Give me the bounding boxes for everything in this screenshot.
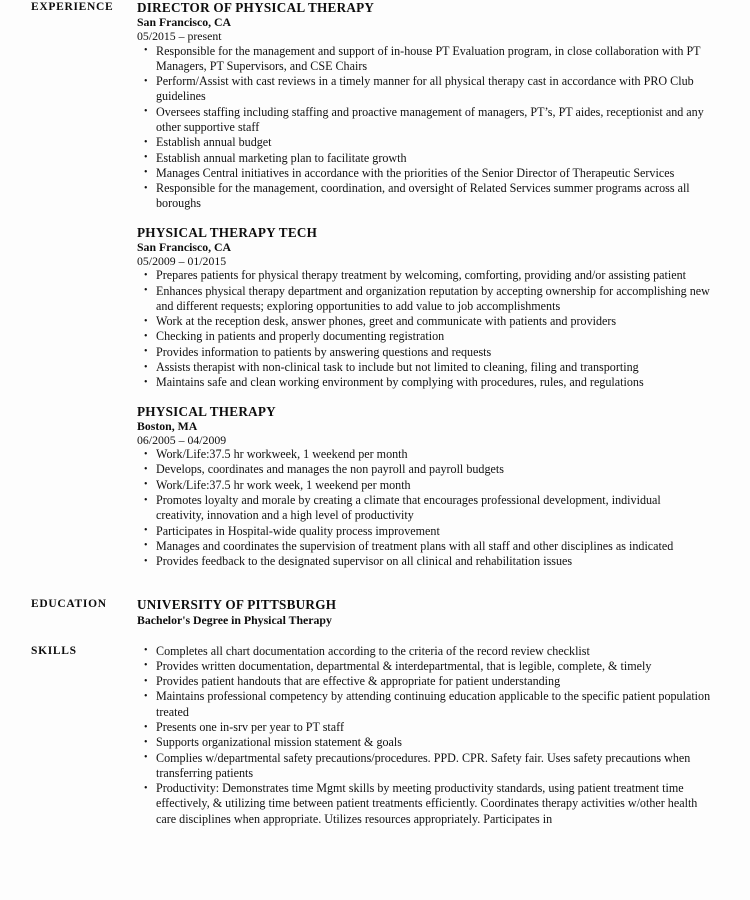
section-spacer-skills bbox=[0, 628, 750, 644]
job-responsibilities-list bbox=[137, 447, 711, 569]
list-item: • Develops, coordinates and manages the non payroll and payroll budgets bbox=[137, 462, 711, 477]
list-item: • Complies w/departmental safety precautions/procedures. PPD. CPR. Safety fair. Uses safety precautions when transferring patients bbox=[137, 751, 711, 782]
list-item: • Work at the reception desk, answer phones, greet and communicate with patients and providers bbox=[137, 314, 711, 329]
list-item: • Enhances physical therapy department and organization reputation by accepting ownership for accomplishing new and different requests; exploring opportunities to add value to job accomplishments bbox=[137, 284, 711, 315]
section-label-skills: SKILLS bbox=[31, 644, 77, 657]
job-dates: 05/2015 – present bbox=[137, 29, 222, 43]
job-location: San Francisco, CA bbox=[137, 15, 232, 29]
list-item: • Establish annual budget bbox=[137, 135, 711, 150]
list-item: • Provides feedback to the designated supervisor on all clinical and rehabilitation issues bbox=[137, 554, 711, 569]
job-responsibilities-list bbox=[137, 44, 711, 212]
job-title: PHYSICAL THERAPY bbox=[137, 403, 276, 419]
job-dates: 06/2005 – 04/2009 bbox=[137, 432, 227, 447]
section-label-education: EDUCATION bbox=[31, 597, 107, 610]
list-item: • Work/Life:37.5 hr workweek, 1 weekend per month bbox=[137, 447, 711, 462]
job-location: San Francisco, CA bbox=[137, 239, 232, 254]
list-item: • Assists therapist with non-clinical task to include but not limited to cleaning, filing and transporting bbox=[137, 360, 711, 375]
list-item: • Promotes loyalty and morale by creating a climate that encourages professional development, individual creativity, innovation and a high level of productivity bbox=[137, 493, 711, 524]
section-label-experience: EXPERIENCE bbox=[31, 1, 114, 13]
list-item: • Perform/Assist with cast reviews in a timely manner for all physical therapy cast in accordance with PRO Club guidelines bbox=[137, 74, 711, 105]
section-body-education bbox=[137, 597, 750, 628]
list-item: • Supports organizational mission statement & goals bbox=[137, 735, 711, 750]
job-entry bbox=[137, 0, 711, 212]
list-item: • Productivity: Demonstrates time Mgmt skills by meeting productivity standards, using patient treatment time effectively, & utilizing time between patient treatments efficiently. Coordinates therapy activities w/other health care disciplines when appropriate. Utilizes resources appropriately. Participates in bbox=[137, 781, 711, 827]
list-item: • Manages Central initiatives in accordance with the priorities of the Senior Director of Therapeutic Services bbox=[137, 166, 711, 181]
list-item: • Prepares patients for physical therapy treatment by welcoming, comforting, providing and/or assisting patient bbox=[137, 268, 711, 283]
list-item: • Oversees staffing including staffing and proactive management of managers, PT’s, PT aides, receptionist and any other supportive staff bbox=[137, 105, 711, 136]
education-degree: Bachelor's Degree in Physical Therapy bbox=[137, 612, 332, 627]
list-item: • Completes all chart documentation according to the criteria of the record review checklist bbox=[137, 644, 711, 659]
entry-spacer bbox=[137, 212, 711, 225]
job-title: DIRECTOR OF PHYSICAL THERAPY bbox=[137, 0, 375, 15]
section-body-experience bbox=[137, 0, 750, 570]
list-item: • Responsible for the management, coordination, and oversight of Related Services summer programs across all boroughs bbox=[137, 181, 711, 212]
job-location: Boston, MA bbox=[137, 418, 198, 433]
section-skills bbox=[0, 644, 750, 828]
section-spacer-education bbox=[0, 570, 750, 597]
education-school-name: UNIVERSITY OF PITTSBURGH bbox=[137, 596, 337, 612]
list-item: • Provides patient handouts that are effective & appropriate for patient understanding bbox=[137, 674, 711, 689]
section-label-column-skills bbox=[0, 644, 137, 658]
list-item: • Establish annual marketing plan to facilitate growth bbox=[137, 151, 711, 166]
job-title: PHYSICAL THERAPY TECH bbox=[137, 224, 318, 240]
list-item: • Maintains safe and clean working environment by complying with procedures, rules, and regulations bbox=[137, 375, 711, 390]
list-item: • Maintains professional competency by attending continuing education applicable to the specific patient population treated bbox=[137, 689, 711, 720]
entry-spacer bbox=[137, 391, 711, 404]
list-item: • Presents one in-srv per year to PT staff bbox=[137, 720, 711, 735]
list-item: • Provides information to patients by answering questions and requests bbox=[137, 345, 711, 360]
section-label-column-experience bbox=[0, 0, 137, 14]
list-item: • Checking in patients and properly documenting registration bbox=[137, 329, 711, 344]
section-body-skills bbox=[137, 644, 750, 828]
list-item: • Provides written documentation, departmental & interdepartmental, that is legible, complete, & timely bbox=[137, 659, 711, 674]
job-responsibilities-list bbox=[137, 268, 711, 390]
job-dates: 05/2009 – 01/2015 bbox=[137, 253, 227, 268]
job-entry bbox=[137, 225, 711, 391]
section-education bbox=[0, 597, 750, 628]
section-label-column-education bbox=[0, 597, 137, 611]
skills-list bbox=[137, 644, 711, 828]
job-entry bbox=[137, 404, 711, 570]
list-item: • Manages and coordinates the supervision of treatment plans with all staff and other disciplines as indicated bbox=[137, 539, 711, 554]
list-item: • Work/Life:37.5 hr work week, 1 weekend per month bbox=[137, 478, 711, 493]
list-item: • Responsible for the management and support of in-house PT Evaluation program, in close collaboration with PT Managers, PT Supervisors, and CSE Chairs bbox=[137, 44, 711, 75]
list-item: • Participates in Hospital-wide quality process improvement bbox=[137, 524, 711, 539]
